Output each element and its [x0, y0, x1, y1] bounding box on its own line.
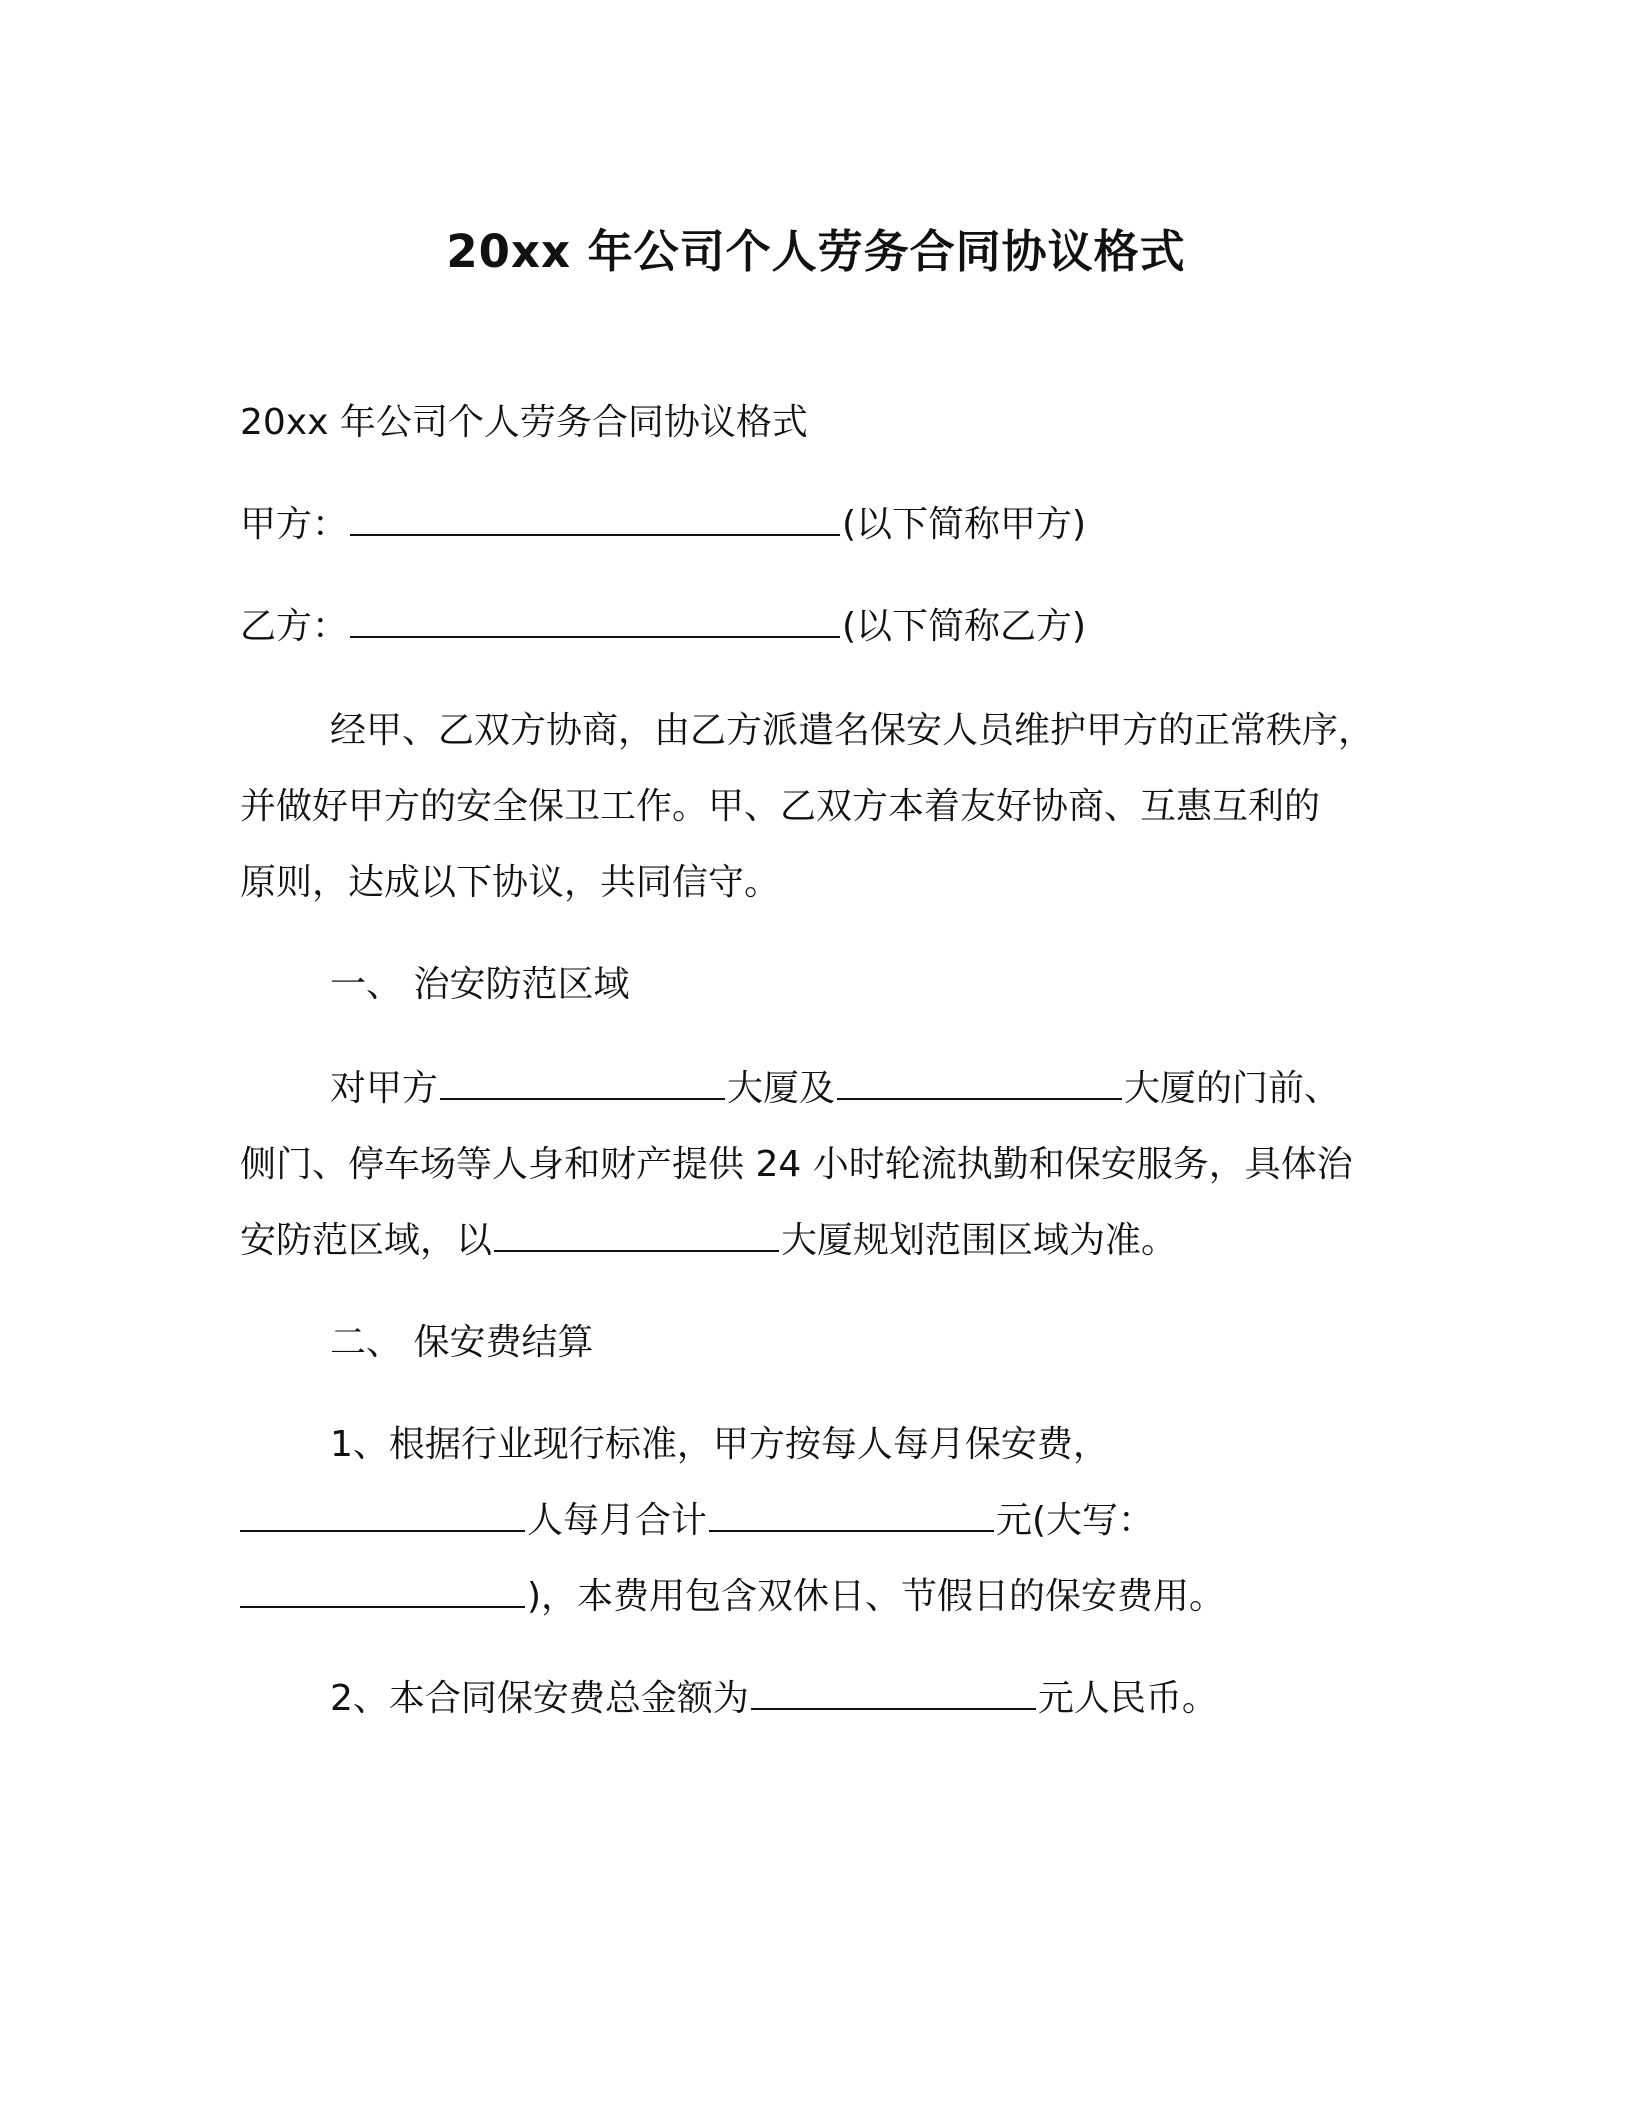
- section1-text-b: 大厦及: [727, 1068, 836, 1109]
- section2-text-a: 人每月合计: [527, 1500, 708, 1541]
- document-title: 20xx 年公司个人劳务合同协议格式: [446, 225, 1186, 278]
- section2-item1-line-2: [240, 1496, 1154, 1546]
- party-b-label: 乙方：: [240, 606, 349, 647]
- building-blank-1[interactable]: [440, 1064, 725, 1100]
- section1-text-e: 大厦规划范围区域为准。: [781, 1220, 1178, 1261]
- building-blank-2[interactable]: [837, 1064, 1122, 1100]
- section2-item1-line-1: 1、根据行业现行标准，甲方按每人每月保安费，: [330, 1424, 1109, 1465]
- section2-text-c: )，本费用包含双休日、节假日的保安费用。: [527, 1576, 1226, 1617]
- intro-line-1: 经甲、乙双方协商，由乙方派遣名保安人员维护甲方的正常秩序，: [330, 710, 1375, 751]
- section2-heading: 二、 保安费结算: [330, 1322, 594, 1363]
- section1-heading: 一、 治安防范区域: [330, 964, 630, 1005]
- section2-text-b: 元(大写：: [996, 1500, 1155, 1541]
- total-amount-blank[interactable]: [751, 1674, 1036, 1710]
- section1-line-1: [330, 1064, 1340, 1114]
- section2-text-e: 元人民币。: [1037, 1678, 1218, 1719]
- party-a-blank[interactable]: [350, 500, 840, 536]
- fee-per-person-blank[interactable]: [240, 1496, 525, 1532]
- section1-line-2: 侧门、停车场等人身和财产提供 24 小时轮流执勤和保安服务，具体治: [240, 1144, 1353, 1185]
- amount-in-words-blank[interactable]: [240, 1572, 525, 1608]
- building-blank-3[interactable]: [494, 1216, 779, 1252]
- party-b-line: [240, 602, 1086, 652]
- section1-text-a: 对甲方: [330, 1068, 439, 1109]
- party-a-label: 甲方：: [240, 504, 349, 545]
- section1-text-c: 大厦的门前、: [1124, 1068, 1341, 1109]
- intro-line-2: 并做好甲方的安全保卫工作。甲、乙双方本着友好协商、互惠互利的: [240, 786, 1321, 827]
- subtitle: 20xx 年公司个人劳务合同协议格式: [240, 402, 808, 443]
- party-a-suffix: (以下简称甲方): [842, 504, 1087, 545]
- party-b-suffix: (以下简称乙方): [842, 606, 1087, 647]
- section2-text-d: 2、本合同保安费总金额为: [330, 1678, 749, 1719]
- section1-line-3: [240, 1216, 1177, 1266]
- monthly-total-blank[interactable]: [709, 1496, 994, 1532]
- section2-item1-line-3: [240, 1572, 1225, 1622]
- section2-item2-line: [330, 1674, 1218, 1724]
- section1-text-d: 安防范区域，以: [240, 1220, 493, 1261]
- party-b-blank[interactable]: [350, 602, 840, 638]
- intro-line-3: 原则，达成以下协议，共同信守。: [240, 862, 781, 903]
- party-a-line: [240, 500, 1086, 550]
